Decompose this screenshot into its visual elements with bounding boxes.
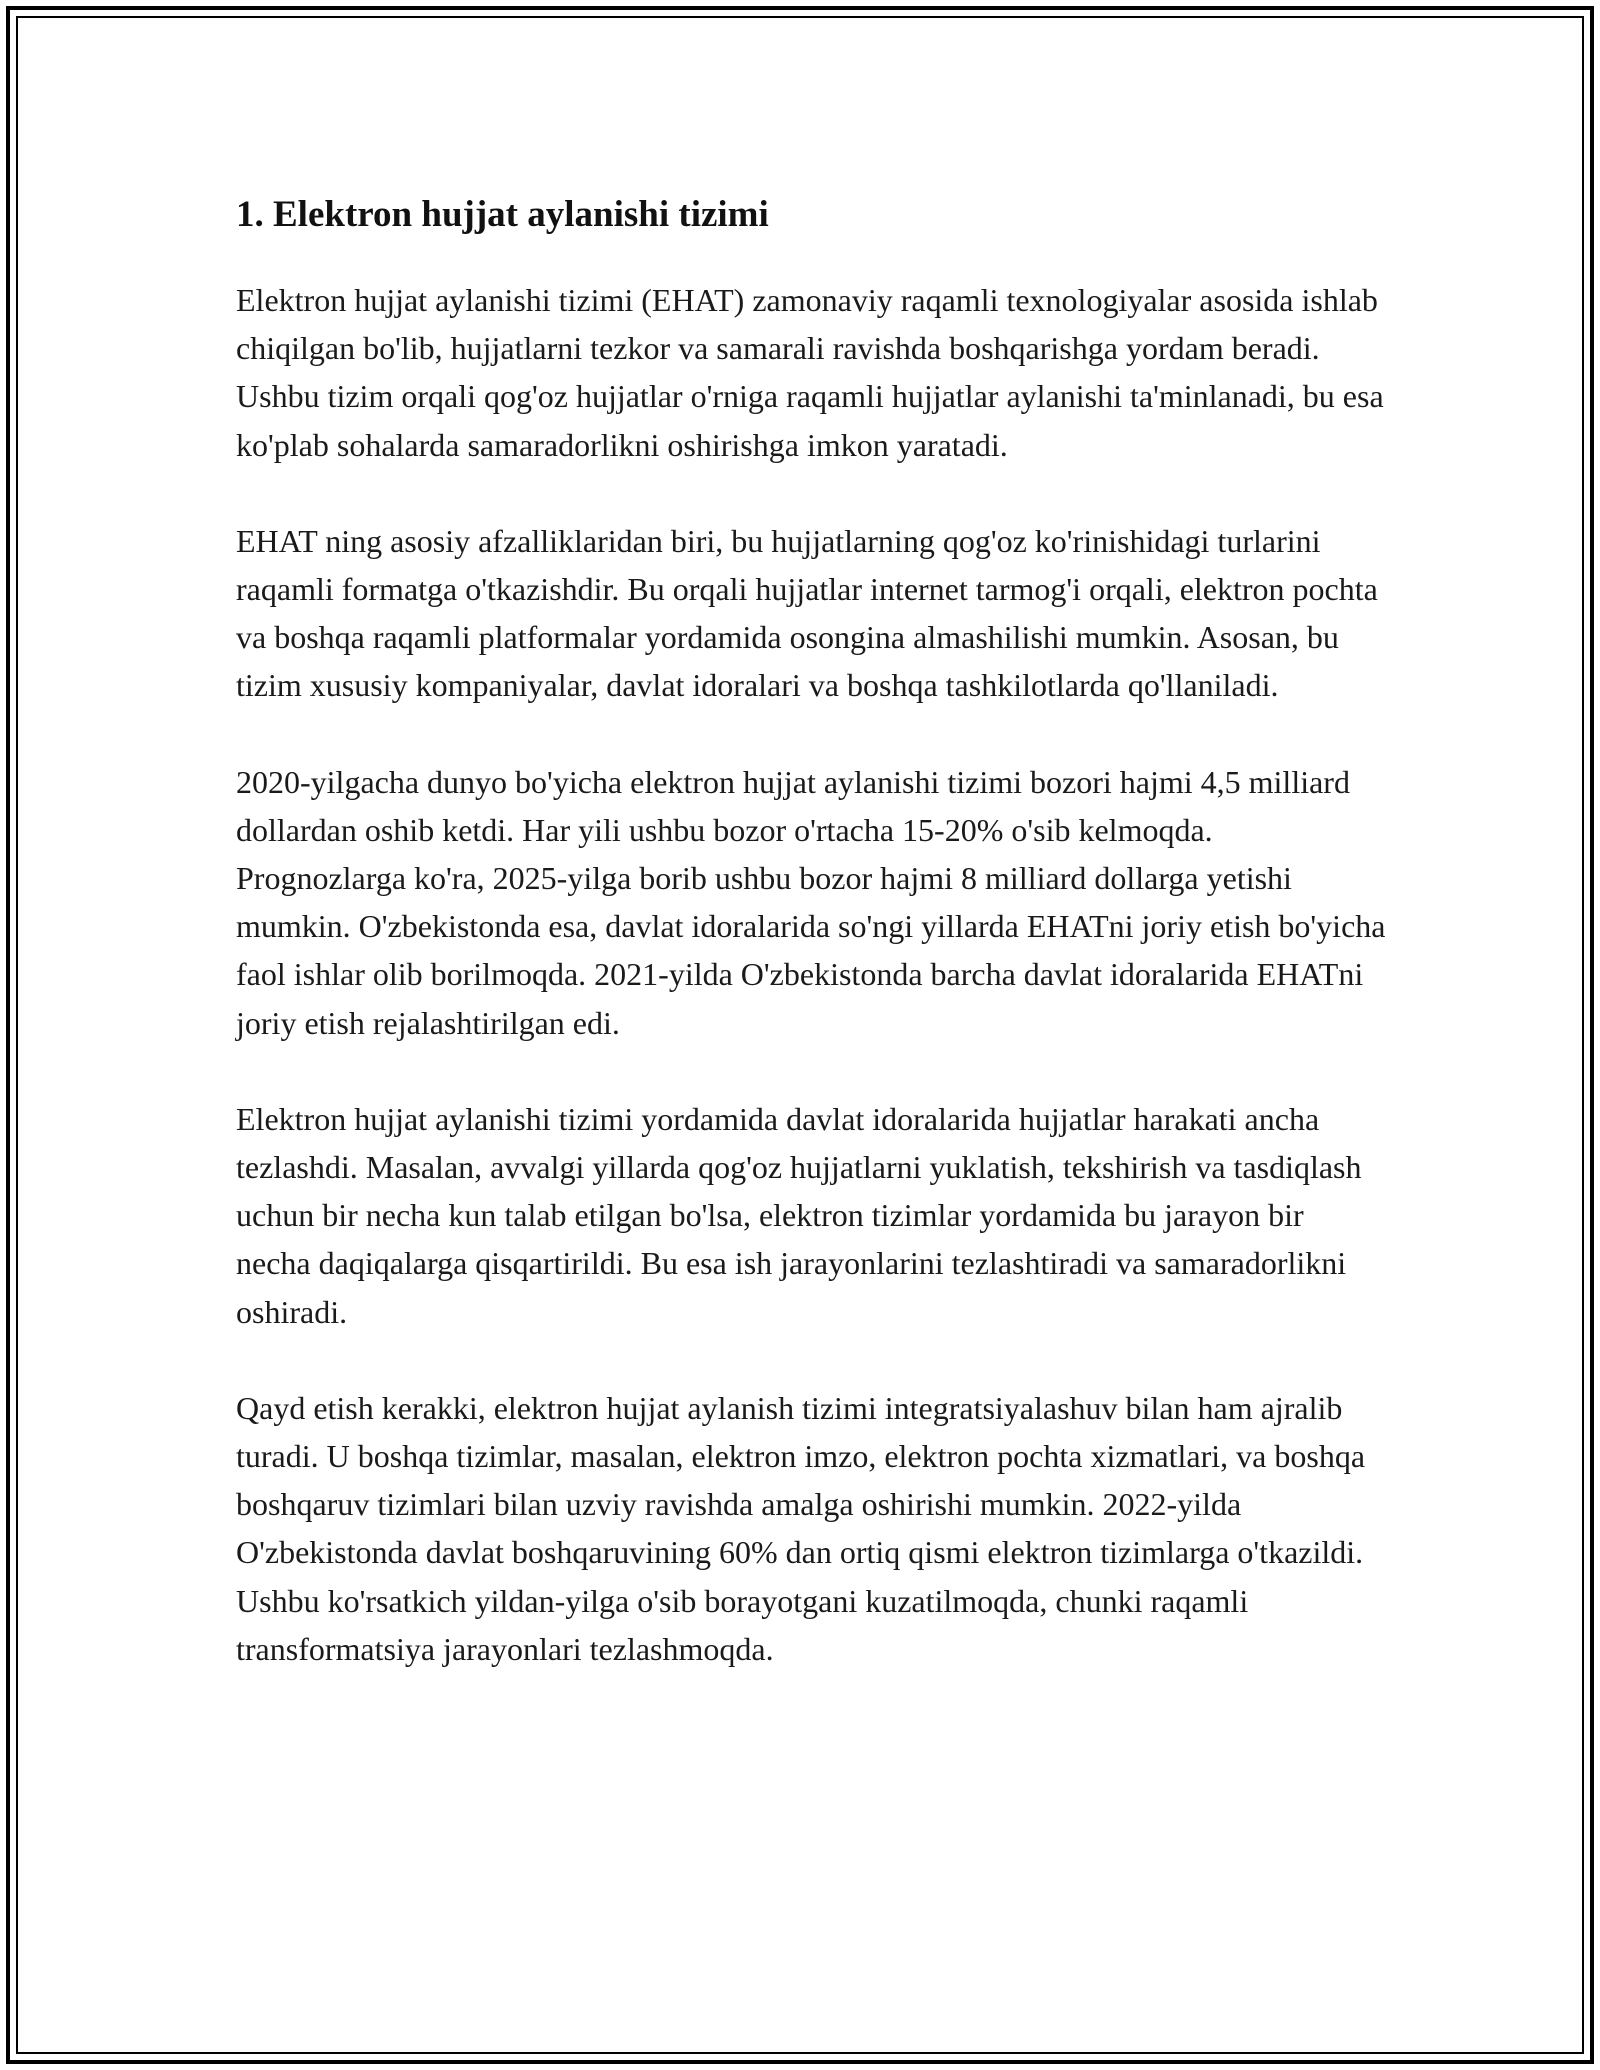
section-title: 1. Elektron hujjat aylanishi tizimi (236, 194, 769, 235)
paragraph-speed: Elektron hujjat aylanishi tizimi yordamida davlat idoralarida hujjatlar harakati ancha tezlashdi. Masalan, avvalgi yillarda qog'oz hujjatlarni yuklatish, tekshirish va tasdiqlash uchun bir necha kun talab etilgan bo'lsa, elektron tizimlar yordamida bu jarayon bir necha daqiqalarga qisqartirildi. Bu esa ish jarayonlarini tezlashtiradi va samaradorlikni oshiradi. (236, 1100, 1362, 1330)
paragraph-integration: Qayd etish kerakki, elektron hujjat aylanish tizimi integratsiyalashuv bilan ham ajralib turadi. U boshqa tizimlar, masalan, elektron imzo, elektron pochta xizmatlari, va boshqa boshqaruv tizimlari bilan uzviy ravishda amalga oshirishi mumkin. 2022-yilda O'zbekistonda davlat boshqaruvining 60% dan ortiq qismi elektron tizimlarga o'tkazildi. Ushbu ko'rsatkich yildan-yilga o'sib borayotgani kuzatilmoqda, chunki raqamli transformatsiya jarayonlari tezlashmoqda. (236, 1389, 1366, 1667)
paragraph-market: 2020-yilgacha dunyo bo'yicha elektron hujjat aylanishi tizimi bozori hajmi 4,5 milliard dollardan oshib ketdi. Har yili ushbu bozor o'rtacha 15-20% o'sib kelmoqda. Prognozlarga ko'ra, 2025-yilga borib ushbu bozor hajmi 8 milliard dollarga yetishi mumkin. O'zbekistonda esa, davlat idoralarida so'ngi yillarda EHATni joriy etish bo'yicha faol ishlar olib borilmoqda. 2021-yilda O'zbekistonda barcha davlat idoralarida EHATni joriy etish rejalashtirilgan edi. (236, 763, 1386, 1041)
paragraph-advantages: EHAT ning asosiy afzalliklaridan biri, bu hujjatlarning qog'oz ko'rinishidagi turlarini raqamli formatga o'tkazishdir. Bu orqali hujjatlar internet tarmog'i orqali, elektron pochta va boshqa raqamli platformalar yordamida osongina almashilishi mumkin. Asosan, bu tizim xususiy kompaniyalar, davlat idoralari va boshqa tashkilotlarda qo'llaniladi. (236, 522, 1378, 704)
document-body (236, 188, 1386, 1721)
paragraph-intro: Elektron hujjat aylanishi tizimi (EHAT) zamonaviy raqamli texnologiyalar asosida ishlab chiqilgan bo'lib, hujjatlarni tezkor va samarali ravishda boshqarishga yordam beradi. Ushbu tizim orqali qog'oz hujjatlar o'rniga raqamli hujjatlar aylanishi ta'minlanadi, bu esa ko'plab sohalarda samaradorlikni oshirishga imkon yaratadi. (236, 282, 1384, 463)
